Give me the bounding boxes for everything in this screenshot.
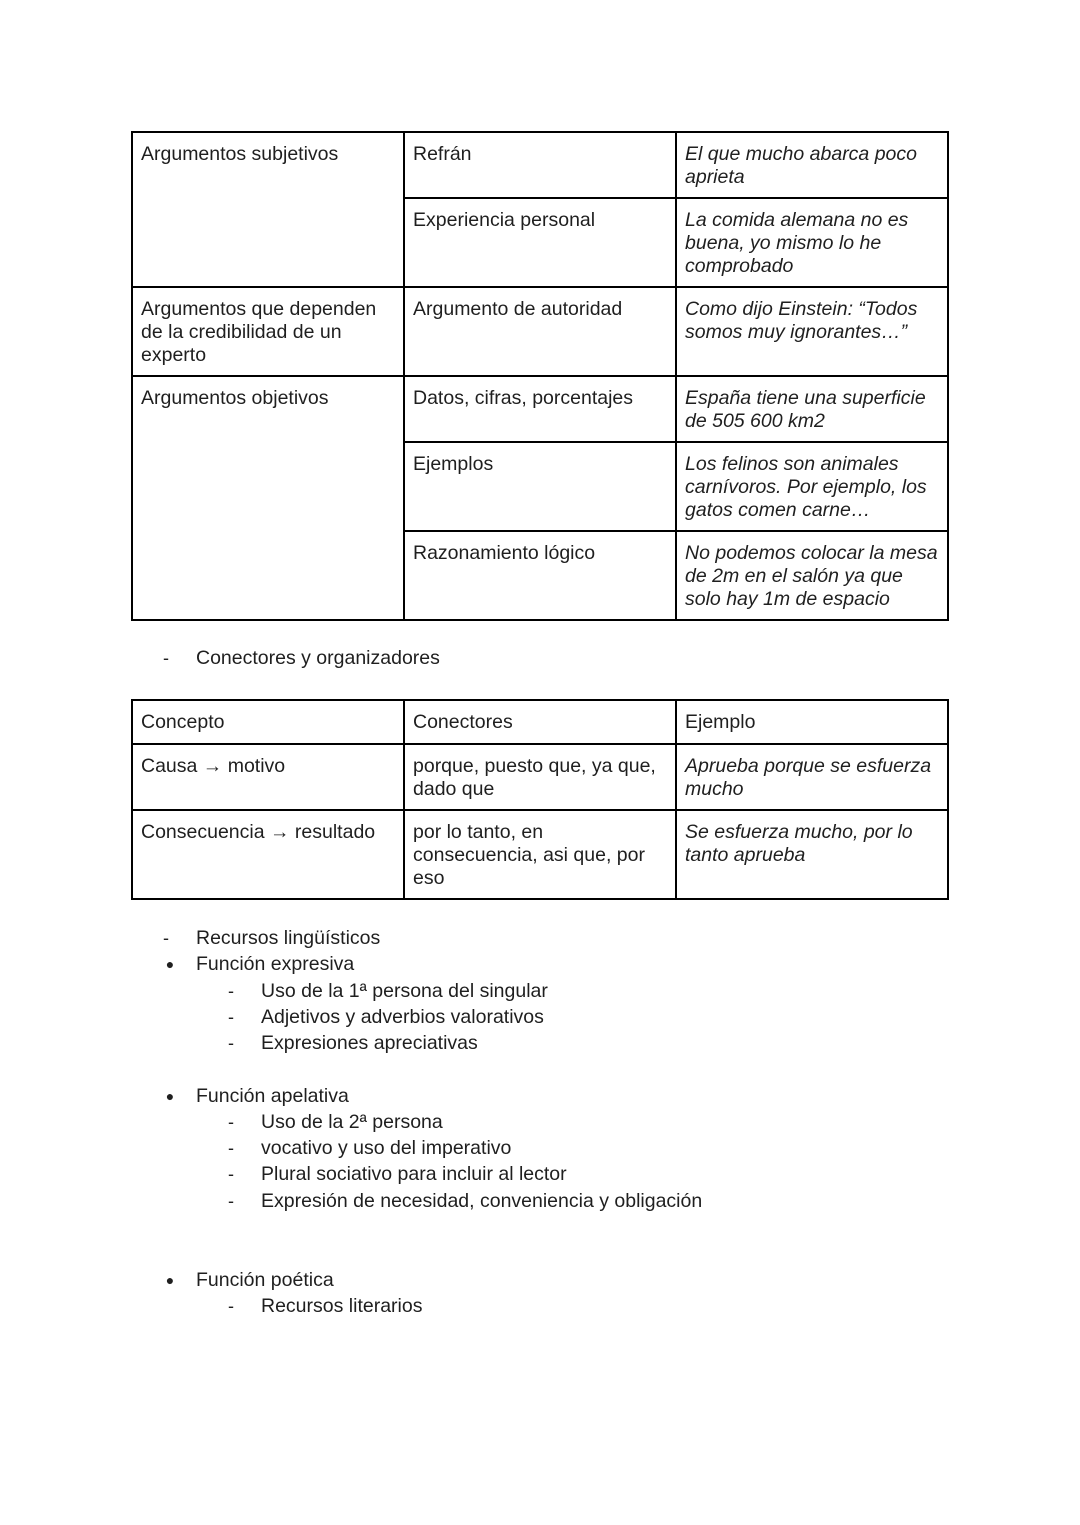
category-cell: Argumentos subjetivos	[132, 132, 404, 287]
example-cell: Los felinos son animales carnívoros. Por ejemplo, los gatos comen carne…	[676, 442, 948, 531]
table-row	[132, 287, 948, 376]
dash-marker: -	[228, 981, 234, 1001]
dash-marker: -	[228, 1007, 234, 1027]
bullet-marker: ●	[165, 1272, 175, 1288]
resources-heading: Recursos lingüísticos	[196, 927, 381, 949]
category-cell: Argumentos objetivos	[132, 376, 404, 620]
table-header-row	[132, 700, 948, 744]
dash-marker: -	[163, 648, 169, 668]
table-row	[132, 376, 948, 442]
table-row	[132, 810, 948, 899]
header-cell: Conectores	[404, 700, 676, 744]
dash-marker: -	[228, 1138, 234, 1158]
category-cell: Argumentos que dependen de la credibilidad de un experto	[132, 287, 404, 376]
dash-marker: -	[228, 1033, 234, 1053]
type-cell: Datos, cifras, porcentajes	[404, 376, 676, 442]
function-title: Función poética	[196, 1269, 334, 1291]
example-cell: España tiene una superficie de 505 600 km2	[676, 376, 948, 442]
connectors-heading: Conectores y organizadores	[196, 647, 440, 669]
function-title: Función apelativa	[196, 1085, 349, 1107]
table-row	[132, 744, 948, 810]
list-item: Recursos literarios	[261, 1295, 423, 1317]
bullet-marker: ●	[165, 956, 175, 972]
example-cell: Se esfuerza mucho, por lo tanto aprueba	[676, 810, 948, 899]
dash-marker: -	[228, 1164, 234, 1184]
dash-marker: -	[228, 1112, 234, 1132]
concept-cell: Causa → motivo	[132, 744, 404, 810]
list-item: Plural sociativo para incluir al lector	[261, 1163, 567, 1185]
bullet-marker: ●	[165, 1088, 175, 1104]
example-cell: No podemos colocar la mesa de 2m en el salón ya que solo hay 1m de espacio	[676, 531, 948, 620]
example-cell: Como dijo Einstein: “Todos somos muy ignorantes…”	[676, 287, 948, 376]
type-cell: Refrán	[404, 132, 676, 198]
dash-marker: -	[228, 1191, 234, 1211]
type-cell: Razonamiento lógico	[404, 531, 676, 620]
list-item: vocativo y uso del imperativo	[261, 1137, 512, 1159]
function-title: Función expresiva	[196, 953, 355, 975]
list-item: Uso de la 2ª persona	[261, 1111, 443, 1133]
example-cell: La comida alemana no es buena, yo mismo lo he comprobado	[676, 198, 948, 287]
connectors-cell: porque, puesto que, ya que, dado que	[404, 744, 676, 810]
dash-marker: -	[163, 928, 169, 948]
connectors-table	[131, 699, 949, 900]
list-item: Expresiones apreciativas	[261, 1032, 478, 1054]
dash-marker: -	[228, 1296, 234, 1316]
example-cell: Aprueba porque se esfuerza mucho	[676, 744, 948, 810]
list-item: Uso de la 1ª persona del singular	[261, 980, 548, 1002]
table-row	[132, 132, 948, 198]
type-cell: Argumento de autoridad	[404, 287, 676, 376]
header-cell: Ejemplo	[676, 700, 948, 744]
concept-cell: Consecuencia → resultado	[132, 810, 404, 899]
type-cell: Experiencia personal	[404, 198, 676, 287]
type-cell: Ejemplos	[404, 442, 676, 531]
example-cell: El que mucho abarca poco aprieta	[676, 132, 948, 198]
list-item: Adjetivos y adverbios valorativos	[261, 1006, 544, 1028]
list-item: Expresión de necesidad, conveniencia y obligación	[261, 1190, 703, 1212]
connectors-cell: por lo tanto, en consecuencia, asi que, por eso	[404, 810, 676, 899]
arguments-table	[131, 131, 949, 621]
header-cell: Concepto	[132, 700, 404, 744]
